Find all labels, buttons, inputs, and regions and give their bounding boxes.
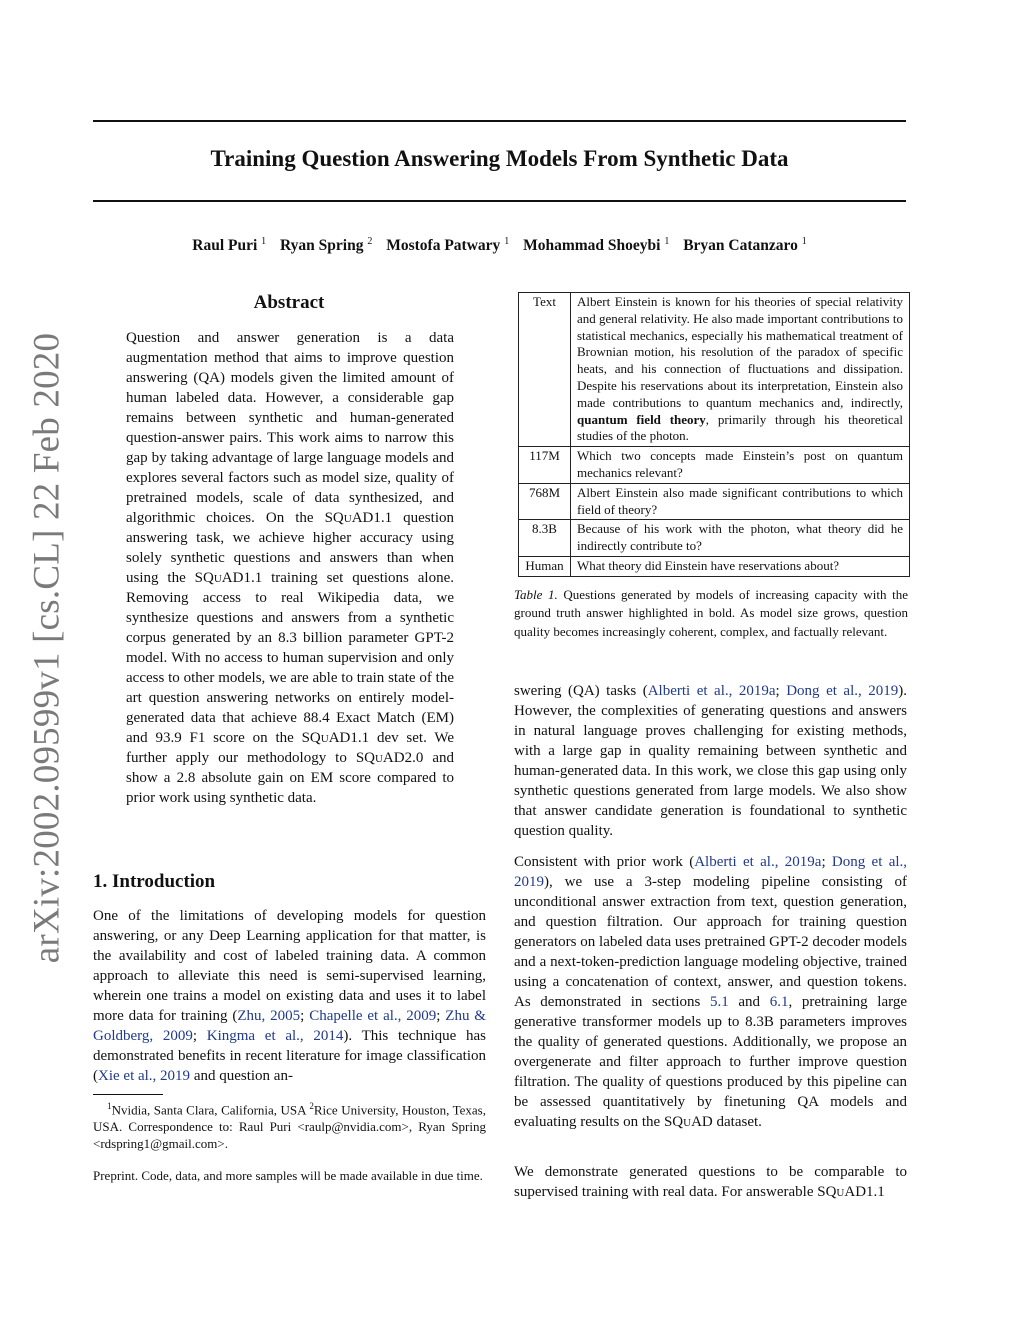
citation-link[interactable]: Zhu & Goldberg, 2009 — [93, 1008, 486, 1044]
row-label: Human — [519, 556, 571, 576]
footnote-affiliations: $^1$Nvidia, Santa Clara, California, USA $^2$Rice University, Houston, Texas, USA. Correspondence to: Raul Puri <raulp@nvidia.com>, Ryan Spring <rdspring1@gmail.com>. — [93, 1101, 486, 1152]
author-name: Bryan Catanzaro — [683, 237, 798, 255]
citation-link[interactable]: Xie et al., 2019 — [98, 1068, 191, 1084]
intro-paragraph-3: We demonstrate generated questions to be comparable to supervised training with real data. For answerable SQuAD1.1 — [514, 1164, 907, 1200]
author-affiliation: 1 — [801, 236, 807, 247]
arxiv-watermark: arXiv:2002.09599v1 [cs.CL] 22 Feb 2020 — [26, 332, 68, 964]
author-affiliation: 1 — [504, 236, 510, 247]
author-name: Mostofa Patwary — [386, 237, 501, 255]
row-text: Albert Einstein also made significant contributions to which field of theory? — [571, 483, 910, 520]
citation-link[interactable]: Dong et al., 2019 — [514, 854, 908, 890]
section-heading-introduction: 1. Introduction — [93, 871, 216, 892]
abstract-text: Question and answer generation is a data augmentation method that aims to improve question answering (QA) models given the limited amount of human labeled data. However, a considerable gap remains between synthetic and human-generated question-answer pairs. This work aims to narrow this gap by taking advantage of large language models and explores several factors such as model size, quality of pretrained models, scale of data synthesized, and algorithmic choices. On the SQuAD1.1 question answering task, we achieve higher accuracy using solely synthetic questions and answers than when using the SQuAD1.1 training set questions alone. Removing access to real Wikipedia data, we synthesize questions and answers from a synthetic corpus generated by an 8.3 billion parameter GPT-2 model. With no access to human supervision and only access to other models, we are able to train state of the art question answering networks on entirely model-generated data that achieve 88.4 Exact Match (EM) and 93.9 F1 score on the SQuAD1.1 dev set. We further apply our methodology to SQuAD2.0 and show a 2.8 absolute gain on EM score compared to prior work using synthetic data. — [126, 330, 454, 806]
table-row — [519, 520, 910, 557]
table-row — [519, 447, 910, 484]
section-reference-link[interactable]: 6.1 — [769, 994, 789, 1010]
preprint-note: Preprint. Code, data, and more samples will be made available in due time. — [93, 1168, 483, 1183]
intro-paragraph-left: One of the limitations of developing models for question answering, or any Deep Learning application for that matter, is the availability and cost of labeled training data. A common approach to alleviate this need is semi-supervised learning, wherein one trains a model on existing data and uses it to label more data for training (Zhu, 2005; Chapelle et al., 2009; Zhu & Goldberg, 2009; Kingma et al., 2014). This technique has demonstrated benefits in recent literature for image classification (Xie et al., 2019 and question an- — [93, 908, 486, 1084]
table-1-caption: Table 1. Questions generated by models of increasing capacity with the ground truth answer highlighted in bold. As model size grows, question quality becomes increasingly coherent, complex, and factually relevant. — [514, 587, 909, 639]
title-bottom-rule — [93, 200, 906, 202]
table-1 — [518, 292, 910, 577]
citation-link[interactable]: Dong et al., 2019 — [786, 683, 899, 699]
author-name: Raul Puri — [192, 237, 258, 255]
row-label: 117M — [519, 447, 571, 484]
author — [683, 237, 807, 254]
intro-continuation-right — [514, 681, 907, 841]
citation-link[interactable]: Alberti et al., 2019a — [694, 854, 822, 870]
row-text: Albert Einstein is known for his theories of special relativity and general relativity. He also made important contributions to statistical mechanics, especially his mathematical treatment of Brownian motion, his resolution of the paradox of specific heats, and his connection of fluctuations and dissipation. Despite his reservations about its interpretation, Einstein also made contributions to quantum mechanics and, indirectly, quantum field theory, primarily through his theoretical studies of the photon. — [571, 293, 910, 447]
row-label: 8.3B — [519, 520, 571, 557]
author — [192, 237, 266, 254]
author-name: Ryan Spring — [280, 237, 364, 255]
author-affiliation: 1 — [664, 236, 670, 247]
author-affiliation: 1 — [261, 236, 267, 247]
footnote-rule — [93, 1094, 163, 1095]
table-row — [519, 293, 910, 447]
row-label: 768M — [519, 483, 571, 520]
row-text: What theory did Einstein have reservations about? — [571, 556, 910, 576]
intro-paragraph-2: Consistent with prior work (Alberti et al., 2019a; Dong et al., 2019), we use a 3-step modeling pipeline consisting of unconditional answer extraction from text, question generation, and question filtration. Our approach for training question generators on labeled data uses pretrained GPT-2 decoder models and a next-token-prediction language modeling objective, trained using a concatenation of context, answer, and question tokens. As demonstrated in sections 5.1 and 6.1, pretraining large generative transformer models up to 8.3B parameters improves the quality of generated questions. Additionally, we propose an overgenerate and filter approach to further improve question filtration. The quality of questions produced by this pipeline can be assessed quantitatively by finetuning QA models and evaluating results on the SQuAD dataset. — [514, 854, 908, 1130]
table-row — [519, 483, 910, 520]
section-reference-link[interactable]: 5.1 — [710, 994, 729, 1010]
answer-highlight: quantum field theory — [577, 411, 706, 427]
top-rule — [93, 120, 906, 122]
author-affiliation: 2 — [367, 236, 373, 247]
author — [280, 237, 372, 254]
author-name: Mohammad Shoeybi — [523, 237, 661, 255]
abstract-heading: Abstract — [253, 292, 325, 313]
row-text: Because of his work with the photon, what theory did he indirectly contribute to? — [571, 520, 910, 557]
citation-link[interactable]: Alberti et al., 2019a — [647, 683, 776, 699]
author — [523, 237, 669, 254]
paper-title: Training Question Answering Models From Synthetic Data — [210, 146, 789, 171]
table-row — [519, 556, 910, 576]
author — [386, 237, 509, 254]
author-list — [93, 236, 906, 255]
row-text: Which two concepts made Einstein’s post on quantum mechanics relevant? — [571, 447, 910, 484]
citation-link[interactable]: Zhu, 2005 — [237, 1008, 301, 1024]
citation-link[interactable]: Chapelle et al., 2009 — [309, 1008, 437, 1024]
row-label: Text — [519, 293, 571, 447]
paragraph: swering (QA) tasks (Alberti et al., 2019a; Dong et al., 2019). However, the complexities of generating questions and answers in natural language proves challenging for existing methods, with a large gap in quality remaining between synthetic and human-generated data. In this work, we close this gap using only synthetic questions generated from large models. We also show that answer candidate generation is foundational to synthetic question quality. — [514, 683, 907, 839]
citation-link[interactable]: Kingma et al., 2014 — [206, 1028, 344, 1044]
